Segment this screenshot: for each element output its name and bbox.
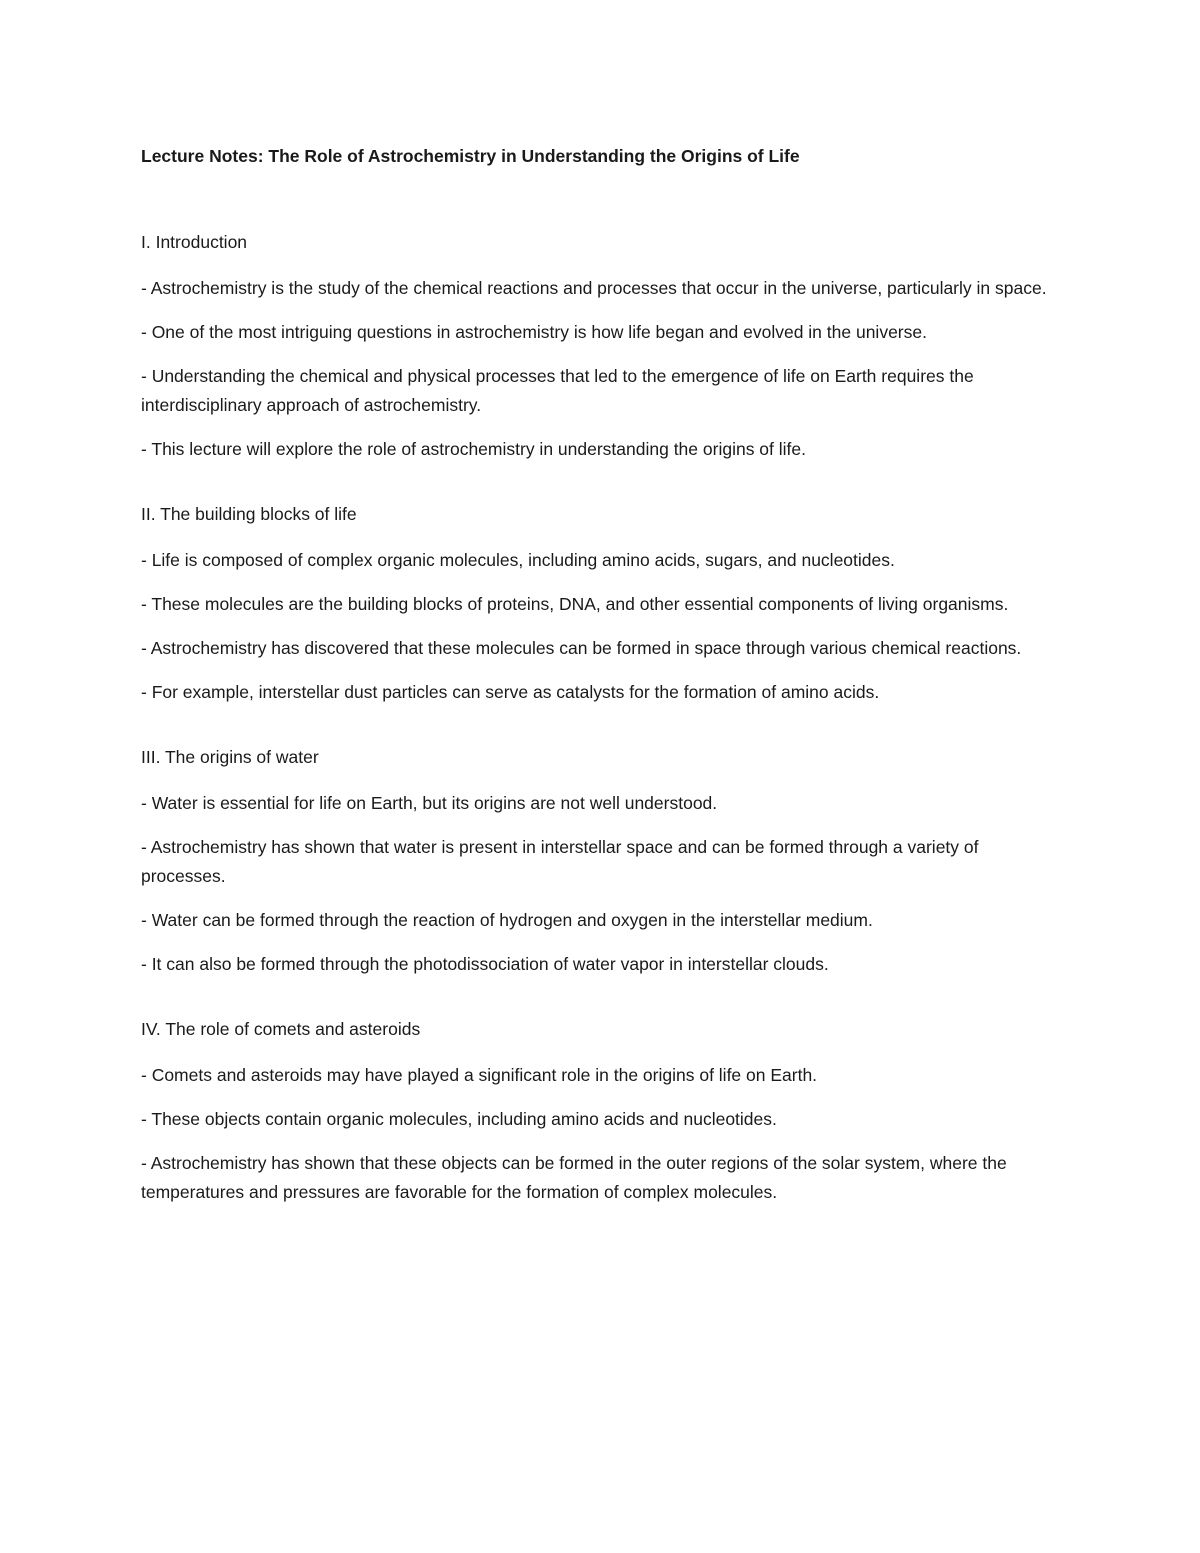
section-origins-of-water <box>141 745 1061 979</box>
bullet-item: - It can also be formed through the photodissociation of water vapor in interstellar clouds. <box>141 954 829 974</box>
bullet-item: - For example, interstellar dust particles can serve as catalysts for the formation of amino acids. <box>141 682 880 702</box>
bullet-item: - Astrochemistry has shown that water is present in interstellar space and can be formed through a variety of processes. <box>141 837 979 886</box>
bullet-item: - This lecture will explore the role of astrochemistry in understanding the origins of life. <box>141 439 806 459</box>
bullet-item: - Water can be formed through the reaction of hydrogen and oxygen in the interstellar medium. <box>141 910 873 930</box>
document-page <box>141 144 1061 1245</box>
bullet-item: - These molecules are the building blocks of proteins, DNA, and other essential components of living organisms. <box>141 594 1009 614</box>
bullet-item: - Astrochemistry has shown that these objects can be formed in the outer regions of the solar system, where the temperatures and pressures are favorable for the formation of complex molecules. <box>141 1153 1007 1202</box>
section-introduction <box>141 230 1061 464</box>
bullet-item: - Life is composed of complex organic molecules, including amino acids, sugars, and nucleotides. <box>141 550 895 570</box>
document-title: Lecture Notes: The Role of Astrochemistry in Understanding the Origins of Life <box>141 146 800 166</box>
section-heading: IV. The role of comets and asteroids <box>141 1019 421 1039</box>
bullet-item: - Understanding the chemical and physical processes that led to the emergence of life on Earth requires the interdisciplinary approach of astrochemistry. <box>141 366 974 415</box>
section-heading: I. Introduction <box>141 232 248 252</box>
bullet-item: - These objects contain organic molecules, including amino acids and nucleotides. <box>141 1109 777 1129</box>
section-heading: II. The building blocks of life <box>141 504 357 524</box>
section-building-blocks <box>141 502 1061 707</box>
bullet-item: - Astrochemistry is the study of the chemical reactions and processes that occur in the universe, particularly in space. <box>141 278 1047 298</box>
bullet-item: - Comets and asteroids may have played a significant role in the origins of life on Earth. <box>141 1065 818 1085</box>
section-comets-asteroids <box>141 1017 1061 1207</box>
bullet-item: - Water is essential for life on Earth, but its origins are not well understood. <box>141 793 718 813</box>
section-heading: III. The origins of water <box>141 747 319 767</box>
bullet-item: - Astrochemistry has discovered that these molecules can be formed in space through various chemical reactions. <box>141 638 1022 658</box>
bullet-item: - One of the most intriguing questions in astrochemistry is how life began and evolved in the universe. <box>141 322 927 342</box>
